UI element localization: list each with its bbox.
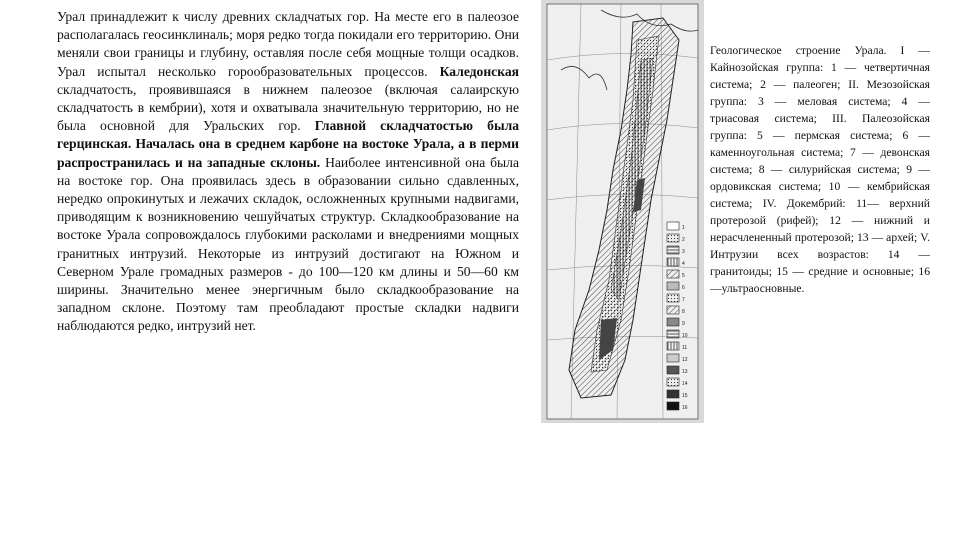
legend-number: 12 bbox=[682, 357, 688, 363]
geological-map-drawing bbox=[541, 0, 704, 423]
legend-number: 15 bbox=[682, 393, 688, 399]
legend-number: 16 bbox=[682, 405, 688, 411]
legend-number: 13 bbox=[682, 369, 688, 375]
legend-number: 7 bbox=[682, 297, 685, 303]
legend-number: 5 bbox=[682, 273, 685, 279]
map-caption: Геологическое строение Урала. I — Кайнозойская группа: 1 — четвертичная система; 2 — палеоген; II. Мезозойская группа: 3 — меловая система; 4 — триасовая система; III. Палеозойская группа: 5 — пермская система; 6 — каменноугольная система; 7 — девонская система; 8 — силурийская система; 9 — ордовикская система; 10 — кембрийская система; IV. Докембрий: 11— верхний протерозой (рифей); 12 — нижний и нерасчлененный протерозой; 13 — архей; V. Интрузии всех возрастов: 14 — гранитоиды; 15 — средние и основные; 16 —ультраосновные. bbox=[710, 44, 930, 295]
legend-number: 8 bbox=[682, 309, 685, 315]
legend-number: 6 bbox=[682, 285, 685, 291]
legend-number: 9 bbox=[682, 321, 685, 327]
legend-number: 1 bbox=[682, 225, 685, 231]
main-text-part1: Урал принадлежит к числу древних складчатых гор. На месте его в палеозое располагалась геосинклиналь; моря редко тогда покидали его территорию. Они меняли свои границы и глубину, оставляя после себя мощные толщи осадков. Урал испытал несколько горообразовательных процессов. bbox=[57, 9, 519, 79]
main-text-part2: складчатость, проявившаяся в нижнем палеозое (включая салаирскую складчатость в кембрии), хотя и охватывала значительную территорию, но не была основной для Уральских гор. bbox=[57, 81, 519, 134]
legend-number: 3 bbox=[682, 249, 685, 255]
legend-number: 2 bbox=[682, 237, 685, 243]
main-text bbox=[57, 8, 519, 336]
legend-number: 10 bbox=[682, 333, 688, 339]
main-text-part3: Наиболее интенсивной она была на востоке гор. Она проявилась здесь в образовании сильно сдавленных, нередко опрокинутых и лежачих складок, осложненных крупными надвигами, приводящим к возникновению чешуйчатых структур. Складкообразование на востоке Урала сопровождалось глубокими расколами и внедрениями мощных гранитных интрузий. Некоторые из интрузий достигают на Южном и Северном Урале громадных размеров - до 100—120 км длины и 50—60 км ширины. Значительно менее энергичным было складкообразование на западном склоне. Поэтому там преобладают простые складки надвиги наблюдаются редко, интрузий нет. bbox=[57, 154, 519, 334]
main-text-bold-caledonian: Каледонская bbox=[439, 63, 519, 79]
main-text-bold-hercynian: Главной складчатостью была герцинская. Началась она в среднем карбоне на востоке Урала, а в перми распространилась и на западные склоны. bbox=[57, 118, 519, 170]
legend-number: 4 bbox=[682, 261, 685, 267]
geological-map bbox=[541, 0, 704, 423]
legend-number: 11 bbox=[682, 345, 688, 351]
legend-number: 14 bbox=[682, 381, 688, 387]
